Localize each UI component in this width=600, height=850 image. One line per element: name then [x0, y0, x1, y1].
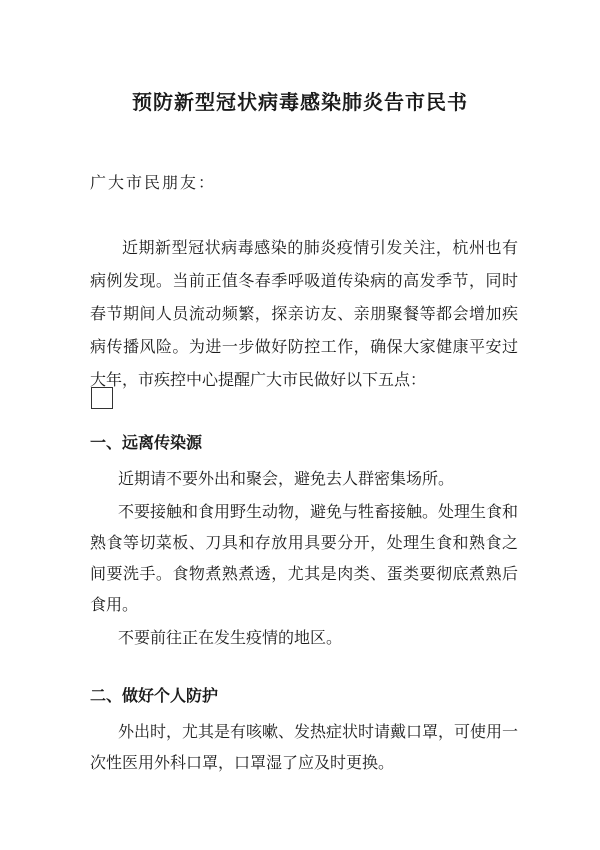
section-paragraph: 近期请不要外出和聚会，避免去人群密集场所。	[118, 469, 455, 488]
section-personal-protection	[90, 684, 518, 780]
section-paragraph: 不要接触和食用野生动物，避免与牲畜接触。处理生食和熟食等切菜板、刀具和存放用具要分开，处理生食和熟食之间要洗手。食物煮熟煮透，尤其是肉类、蛋类要彻底煮熟后食用。	[90, 502, 519, 614]
intro-paragraph: 近期新型冠状病毒感染的肺炎疫情引发关注，杭州也有病例发现。当前正值冬春季呼吸道传染病的高发季节，同时春节期间人员流动频繁，探亲访友、亲朋聚餐等都会增加疾病传播风险。为进一步做好防控工作，确保大家健康平安过大年，市疾控中心提醒广大市民做好以下五点：	[90, 238, 518, 389]
section-heading: 一、远离传染源	[90, 433, 203, 452]
document-title: 预防新型冠状病毒感染肺炎告市民书	[132, 90, 468, 114]
section-heading: 二、做好个人防护	[90, 686, 219, 705]
salutation: 广大市民朋友：	[90, 173, 217, 192]
section-remote-source	[90, 431, 518, 655]
section-paragraph: 外出时，尤其是有咳嗽、发热症状时请戴口罩，可使用一次性医用外科口罩，口罩湿了应及时更换。	[90, 722, 519, 772]
checkbox-icon[interactable]	[91, 387, 113, 409]
section-paragraph: 不要前往正在发生疫情的地区。	[118, 628, 343, 647]
